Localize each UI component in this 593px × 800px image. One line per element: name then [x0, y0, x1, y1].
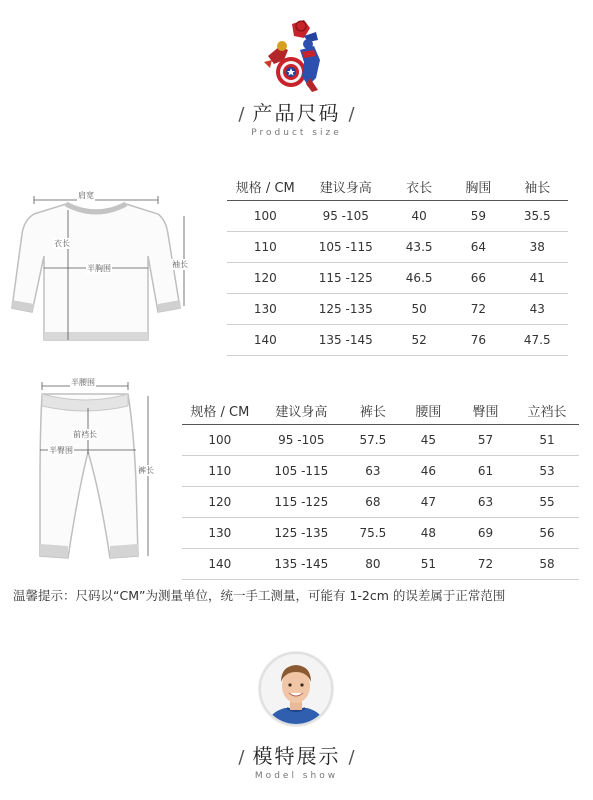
- boy-model-avatar: [257, 650, 335, 728]
- table-cell: 105 -115: [304, 232, 388, 263]
- table-cell: 120: [227, 263, 304, 294]
- header-cell: 胸围: [450, 172, 506, 201]
- table-row: [182, 456, 579, 487]
- section-title: 模特展示: [252, 744, 341, 768]
- table-cell: 95 -105: [258, 425, 345, 456]
- table-cell: 135 -145: [304, 325, 388, 356]
- sleeve-label: 袖长: [172, 260, 188, 269]
- table-row: [227, 325, 568, 356]
- table-cell: 125 -135: [304, 294, 388, 325]
- table-cell: 100: [182, 425, 258, 456]
- pants-length-label: 裤长: [138, 466, 154, 475]
- header-cell: 建议身高: [258, 396, 345, 425]
- table-cell: 35.5: [507, 201, 568, 232]
- table-cell: 48: [401, 518, 456, 549]
- table-row: [227, 232, 568, 263]
- pants-diagram: [30, 372, 160, 582]
- table-row: [227, 294, 568, 325]
- half-hip-label: 半臀围: [49, 446, 73, 455]
- superhero-logo-icon: [258, 16, 338, 94]
- table-cell: 46: [401, 456, 456, 487]
- table-cell: 80: [345, 549, 401, 580]
- table-cell: 38: [507, 232, 568, 263]
- table-cell: 125 -135: [258, 518, 345, 549]
- shoulder-label: 肩宽: [78, 191, 94, 200]
- table-cell: 95 -105: [304, 201, 388, 232]
- table-cell: 53: [515, 456, 579, 487]
- table-cell: 51: [515, 425, 579, 456]
- header-cell: 衣长: [388, 172, 450, 201]
- table-cell: 50: [388, 294, 450, 325]
- table-cell: 115 -125: [304, 263, 388, 294]
- header-cell: 规格 / CM: [227, 172, 304, 201]
- table-cell: 75.5: [345, 518, 401, 549]
- table-cell: 47: [401, 487, 456, 518]
- table-row: [182, 425, 579, 456]
- table-cell: 55: [515, 487, 579, 518]
- table-cell: 140: [182, 549, 258, 580]
- table-row: [182, 549, 579, 580]
- table-cell: 63: [345, 456, 401, 487]
- size-note: 温馨提示：尺码以“CM”为测量单位，统一手工测量，可能有 1-2cm 的误差属于正常范围: [13, 588, 506, 603]
- table-cell: 57.5: [345, 425, 401, 456]
- table-cell: 63: [456, 487, 515, 518]
- table-cell: 130: [227, 294, 304, 325]
- table-cell: 58: [515, 549, 579, 580]
- header-cell: 袖长: [507, 172, 568, 201]
- table-row: [182, 487, 579, 518]
- half-chest-label: 半胸围: [87, 264, 111, 273]
- table-cell: 115 -125: [258, 487, 345, 518]
- header-cell: 臀围: [456, 396, 515, 425]
- table-cell: 72: [456, 549, 515, 580]
- table-cell: 69: [456, 518, 515, 549]
- table-cell: 120: [182, 487, 258, 518]
- header-cell: 裤长: [345, 396, 401, 425]
- table-cell: 56: [515, 518, 579, 549]
- table-cell: 140: [227, 325, 304, 356]
- table-cell: 76: [450, 325, 506, 356]
- table-row: [227, 263, 568, 294]
- table-cell: 43: [507, 294, 568, 325]
- table-cell: 51: [401, 549, 456, 580]
- table-cell: 47.5: [507, 325, 568, 356]
- product-size-heading: / 产品尺码 / Product size: [0, 97, 593, 138]
- table-cell: 52: [388, 325, 450, 356]
- table-cell: 135 -145: [258, 549, 345, 580]
- table-cell: 105 -115: [258, 456, 345, 487]
- half-waist-label: 半腰围: [71, 378, 95, 387]
- table-row: [182, 518, 579, 549]
- table-cell: 100: [227, 201, 304, 232]
- section-subtitle: Product size: [251, 128, 342, 138]
- table-cell: 68: [345, 487, 401, 518]
- table-header-row: [227, 172, 568, 201]
- table-cell: 57: [456, 425, 515, 456]
- table-cell: 61: [456, 456, 515, 487]
- table-cell: 64: [450, 232, 506, 263]
- table-cell: 110: [227, 232, 304, 263]
- table-cell: 110: [182, 456, 258, 487]
- header-cell: 规格 / CM: [182, 396, 258, 425]
- table-cell: 59: [450, 201, 506, 232]
- table-cell: 41: [507, 263, 568, 294]
- header-cell: 立裆长: [515, 396, 579, 425]
- table-cell: 45: [401, 425, 456, 456]
- header-cell: 腰围: [401, 396, 456, 425]
- table-header-row: [182, 396, 579, 425]
- table-row: [227, 201, 568, 232]
- table-cell: 46.5: [388, 263, 450, 294]
- section-subtitle: Model show: [254, 771, 339, 781]
- top-size-table: [227, 172, 568, 356]
- header-cell: 建议身高: [304, 172, 388, 201]
- table-cell: 72: [450, 294, 506, 325]
- table-cell: 40: [388, 201, 450, 232]
- model-show-heading: / 模特展示 / Model show: [0, 740, 593, 781]
- table-cell: 66: [450, 263, 506, 294]
- length-label: 衣长: [54, 239, 70, 248]
- table-cell: 43.5: [388, 232, 450, 263]
- front-rise-label: 前裆长: [73, 430, 97, 439]
- pants-size-table: [182, 396, 579, 580]
- table-cell: 130: [182, 518, 258, 549]
- section-title: 产品尺码: [252, 101, 341, 125]
